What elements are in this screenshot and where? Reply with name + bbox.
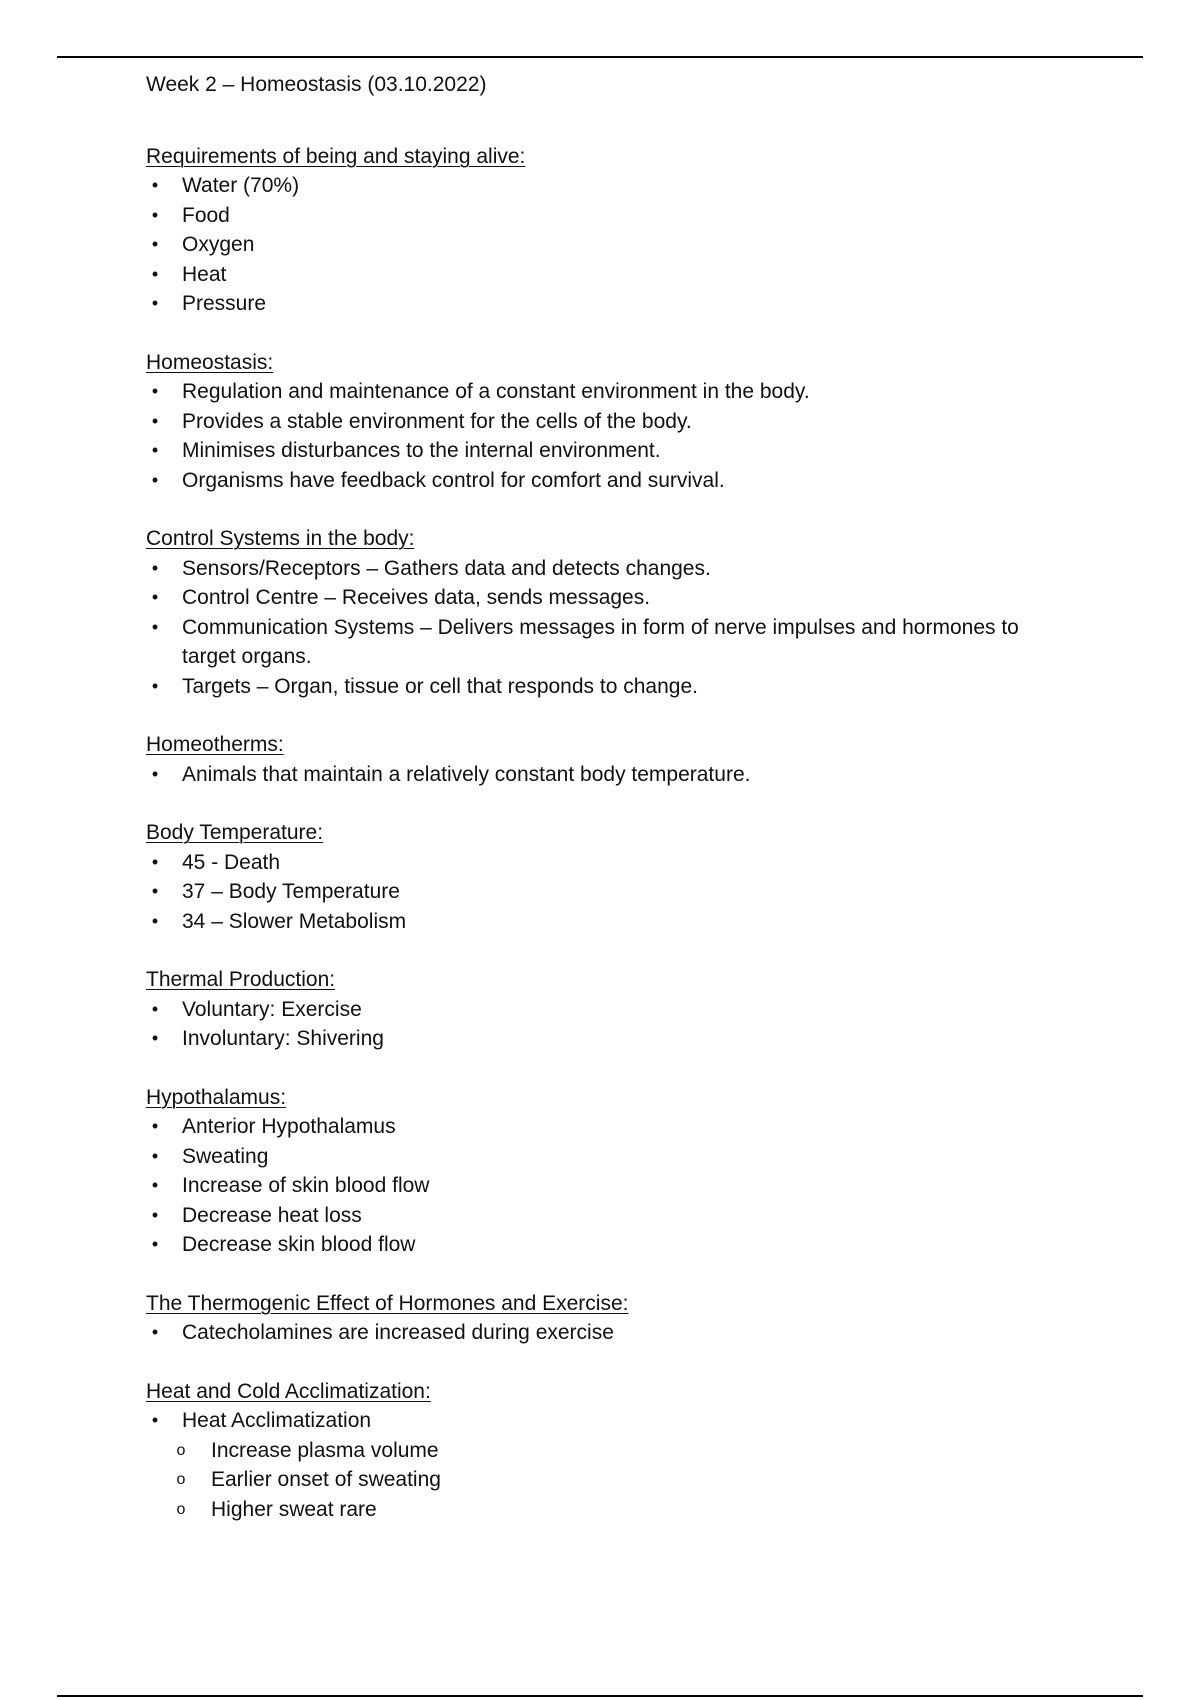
bullet-icon: • bbox=[151, 440, 159, 460]
bullet-icon: • bbox=[151, 998, 159, 1019]
bullet-list bbox=[146, 377, 1076, 495]
bullet-icon: • bbox=[151, 675, 159, 696]
section-heading: Hypothalamus: bbox=[146, 1085, 287, 1109]
bullet-icon: • bbox=[151, 616, 159, 637]
list-item: • Regulation and maintenance of a constant environment in the body. bbox=[146, 377, 1076, 407]
list-item: • 45 - Death bbox=[146, 848, 1076, 878]
bullet-icon: • bbox=[151, 881, 159, 901]
list-item: • Minimises disturbances to the internal environment. bbox=[146, 436, 1076, 466]
list-item: • Sweating bbox=[146, 1142, 1076, 1172]
bullet-list bbox=[146, 1318, 1076, 1348]
section-homeotherms bbox=[146, 730, 1076, 789]
list-item: • Provides a stable environment for the cells of the body. bbox=[146, 407, 1076, 437]
section-requirements bbox=[146, 142, 1076, 319]
list-item: • Control Centre – Receives data, sends messages. bbox=[146, 583, 1076, 613]
bullet-icon: • bbox=[151, 1410, 159, 1430]
list-item: • Voluntary: Exercise bbox=[146, 995, 1076, 1025]
circle-bullet-icon: o bbox=[176, 1441, 186, 1459]
bullet-icon: • bbox=[151, 410, 159, 431]
bullet-list bbox=[146, 1112, 1076, 1260]
bullet-icon: • bbox=[151, 469, 159, 490]
circle-bullet-icon: o bbox=[176, 1471, 186, 1488]
bullet-icon: • bbox=[151, 1028, 159, 1048]
bullet-list bbox=[146, 171, 1076, 319]
sub-list-item: o Increase plasma volume bbox=[146, 1436, 1076, 1466]
section-thermal-production bbox=[146, 965, 1076, 1054]
top-rule bbox=[57, 56, 1143, 58]
list-item: • Animals that maintain a relatively constant body temperature. bbox=[146, 760, 1076, 790]
list-item: • Targets – Organ, tissue or cell that responds to change. bbox=[146, 672, 1076, 702]
bullet-icon: • bbox=[151, 587, 159, 607]
section-heading: Requirements of being and staying alive: bbox=[146, 144, 526, 168]
bullet-icon: • bbox=[151, 234, 159, 254]
section-heading: Control Systems in the body: bbox=[146, 527, 415, 550]
sub-list-item: o Higher sweat rare bbox=[146, 1495, 1076, 1525]
section-body-temperature bbox=[146, 818, 1076, 936]
list-item: • Organisms have feedback control for comfort and survival. bbox=[146, 466, 1076, 496]
bullet-list bbox=[146, 848, 1076, 937]
bullet-icon: • bbox=[151, 1234, 159, 1254]
bullet-icon: • bbox=[151, 204, 159, 225]
section-heading: The Thermogenic Effect of Hormones and Exercise: bbox=[146, 1291, 629, 1315]
list-item: • Communication Systems – Delivers messages in form of nerve impulses and hormones to target organs. bbox=[146, 613, 1076, 672]
section-acclimatization bbox=[146, 1377, 1076, 1525]
circle-bullet-icon: o bbox=[176, 1500, 186, 1518]
list-item: • Decrease skin blood flow bbox=[146, 1230, 1076, 1260]
bullet-icon: • bbox=[151, 763, 159, 784]
bullet-icon: • bbox=[151, 381, 159, 401]
list-item: • Pressure bbox=[146, 289, 1076, 319]
bullet-icon: • bbox=[151, 263, 159, 284]
bullet-icon: • bbox=[151, 851, 159, 872]
list-item: • Sensors/Receptors – Gathers data and detects changes. bbox=[146, 554, 1076, 584]
page-title: Week 2 – Homeostasis (03.10.2022) bbox=[146, 73, 487, 96]
document-body bbox=[146, 70, 1076, 1553]
bullet-icon: • bbox=[151, 293, 159, 313]
bullet-icon: • bbox=[151, 1145, 159, 1166]
section-thermogenic-effect bbox=[146, 1289, 1076, 1348]
section-heading: Thermal Production: bbox=[146, 968, 336, 991]
list-item: • Catecholamines are increased during exercise bbox=[146, 1318, 1076, 1348]
section-heading: Homeostasis: bbox=[146, 350, 274, 374]
list-item: • Water (70%) bbox=[146, 171, 1076, 201]
sub-bullet-list bbox=[146, 1436, 1076, 1525]
list-item: • 37 – Body Temperature bbox=[146, 877, 1076, 907]
list-item: • Increase of skin blood flow bbox=[146, 1171, 1076, 1201]
bottom-rule bbox=[57, 1695, 1143, 1697]
section-heading: Body Temperature: bbox=[146, 821, 324, 844]
section-heading: Homeotherms: bbox=[146, 733, 284, 756]
list-item: • Heat bbox=[146, 260, 1076, 290]
bullet-icon: • bbox=[151, 1116, 159, 1136]
bullet-list bbox=[146, 554, 1076, 702]
list-item: • Heat Acclimatization bbox=[146, 1406, 1076, 1436]
list-item: • Involuntary: Shivering bbox=[146, 1024, 1076, 1054]
bullet-list bbox=[146, 1406, 1076, 1436]
section-control-systems bbox=[146, 524, 1076, 701]
list-item: • Oxygen bbox=[146, 230, 1076, 260]
bullet-icon: • bbox=[151, 1175, 159, 1195]
section-homeostasis bbox=[146, 348, 1076, 496]
list-item: • Food bbox=[146, 201, 1076, 231]
bullet-icon: • bbox=[151, 1322, 159, 1342]
bullet-icon: • bbox=[151, 557, 159, 578]
sub-list-item: o Earlier onset of sweating bbox=[146, 1465, 1076, 1495]
section-hypothalamus bbox=[146, 1083, 1076, 1260]
list-item: • Anterior Hypothalamus bbox=[146, 1112, 1076, 1142]
bullet-icon: • bbox=[151, 175, 159, 195]
list-item: • 34 – Slower Metabolism bbox=[146, 907, 1076, 937]
bullet-list bbox=[146, 760, 1076, 790]
bullet-list bbox=[146, 995, 1076, 1054]
section-heading: Heat and Cold Acclimatization: bbox=[146, 1379, 431, 1403]
bullet-icon: • bbox=[151, 1204, 159, 1225]
bullet-icon: • bbox=[151, 910, 159, 931]
list-item: • Decrease heat loss bbox=[146, 1201, 1076, 1231]
